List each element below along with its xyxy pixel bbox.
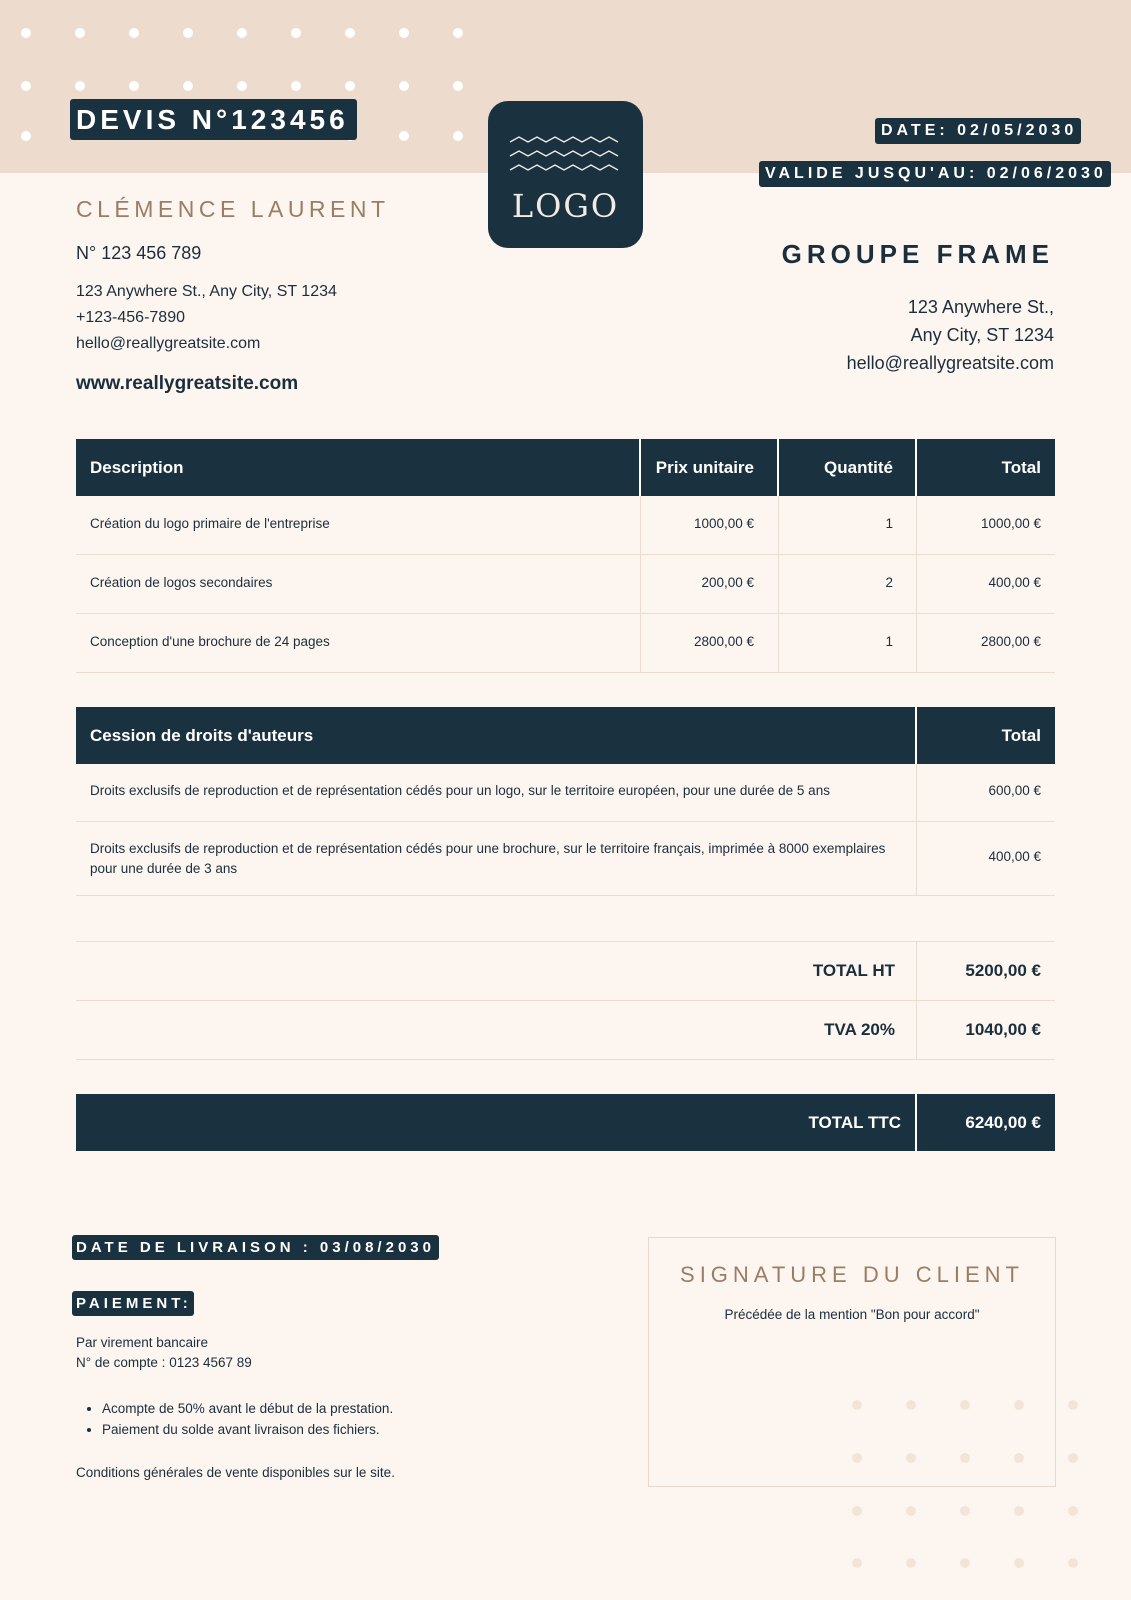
item-total: 1000,00 € [980, 516, 1041, 531]
item-description: Création du logo primaire de l'entreprise [90, 516, 330, 531]
item-unit-price: 2800,00 € [693, 634, 754, 649]
tva-label: TVA 20% [824, 1020, 895, 1039]
col-unit-price: Prix unitaire [655, 458, 754, 477]
total-ht-label: TOTAL HT [812, 961, 895, 980]
total-ttc-row [76, 1094, 1055, 1151]
delivery-date: DATE DE LIVRAISON : 03/08/2030 [76, 1239, 435, 1256]
table-row [76, 614, 1055, 673]
rights-description: Droits exclusifs de reproduction et de représentation cédés pour une brochure, sur le territoire français, imprimée à 8000 exemplaires pour une durée de 3 ans [90, 841, 886, 876]
col-description: Description [90, 458, 184, 477]
rights-description: Droits exclusifs de reproduction et de représentation cédés pour un logo, sur le territoire européen, pour une durée de 5 ans [90, 783, 830, 798]
table-row [76, 496, 1055, 555]
item-quantity: 2 [885, 575, 893, 590]
payment-conditions [76, 1398, 393, 1440]
sender-address: 123 Anywhere St., Any City, ST 1234 [76, 283, 337, 300]
date-tag [875, 118, 1081, 144]
items-table-header [76, 439, 1055, 496]
client-address-line2: Any City, ST 1234 [910, 325, 1054, 345]
quote-number: DEVIS N°123456 [76, 104, 349, 135]
rights-total: 600,00 € [988, 783, 1041, 798]
sender-name: CLÉMENCE LAURENT [76, 196, 390, 222]
total-ttc-label: TOTAL TTC [808, 1113, 901, 1132]
signature-subtitle: Précédée de la mention "Bon pour accord" [724, 1307, 980, 1322]
valid-until-date: VALIDE JUSQU'AU: 02/06/2030 [765, 165, 1107, 182]
col-total: Total [1001, 458, 1041, 477]
delivery-date-tag [72, 1235, 439, 1260]
valid-until-tag [759, 161, 1111, 187]
table-row [76, 555, 1055, 614]
quote-number-tag [70, 99, 357, 140]
item-unit-price: 1000,00 € [693, 516, 754, 531]
col-quantity: Quantité [824, 458, 893, 477]
tva-value: 1040,00 € [965, 1020, 1041, 1039]
total-ht-row [76, 942, 1055, 1001]
sender-email: hello@reallygreatsite.com [76, 335, 261, 352]
item-quantity: 1 [885, 634, 893, 649]
client-name: GROUPE FRAME [781, 239, 1054, 269]
tva-row [76, 1001, 1055, 1060]
rights-total: 400,00 € [988, 849, 1041, 864]
client-email: hello@reallygreatsite.com [846, 353, 1054, 373]
total-ttc-value: 6240,00 € [965, 1113, 1041, 1132]
quote-date: DATE: 02/05/2030 [881, 122, 1078, 139]
client-address-line1: 123 Anywhere St., [907, 297, 1054, 317]
table-row [76, 764, 1055, 822]
signature-box[interactable] [648, 1237, 1056, 1487]
rights-table-header [76, 707, 1055, 764]
payment-title-tag [72, 1291, 194, 1316]
item-total: 400,00 € [988, 575, 1041, 590]
account-number: N° de compte : 0123 4567 89 [76, 1355, 252, 1370]
payment-method: Par virement bancaire [76, 1335, 209, 1350]
terms-text: Conditions générales de vente disponibles sur le site. [76, 1465, 395, 1480]
logo-text: LOGO [511, 187, 620, 225]
item-quantity: 1 [885, 516, 893, 531]
item-description: Conception d'une brochure de 24 pages [90, 634, 330, 649]
col-rights-total: Total [1001, 726, 1041, 745]
sender-phone: +123-456-7890 [76, 309, 185, 326]
table-row [76, 822, 1055, 896]
item-total: 2800,00 € [980, 634, 1041, 649]
col-rights-description: Cession de droits d'auteurs [90, 726, 314, 745]
list-item: • Paiement du solde avant livraison des fichiers. [102, 1419, 393, 1440]
signature-title: SIGNATURE DU CLIENT [680, 1262, 1024, 1287]
item-unit-price: 200,00 € [701, 575, 754, 590]
sender-website: www.reallygreatsite.com [76, 373, 299, 394]
sender-number: N° 123 456 789 [76, 243, 202, 263]
list-item: • Acompte de 50% avant le début de la prestation. [102, 1398, 393, 1419]
total-ht-value: 5200,00 € [965, 961, 1041, 980]
item-description: Création de logos secondaires [90, 575, 273, 590]
payment-title: PAIEMENT: [76, 1295, 192, 1312]
wave-icon [488, 101, 643, 248]
company-logo [488, 101, 643, 248]
